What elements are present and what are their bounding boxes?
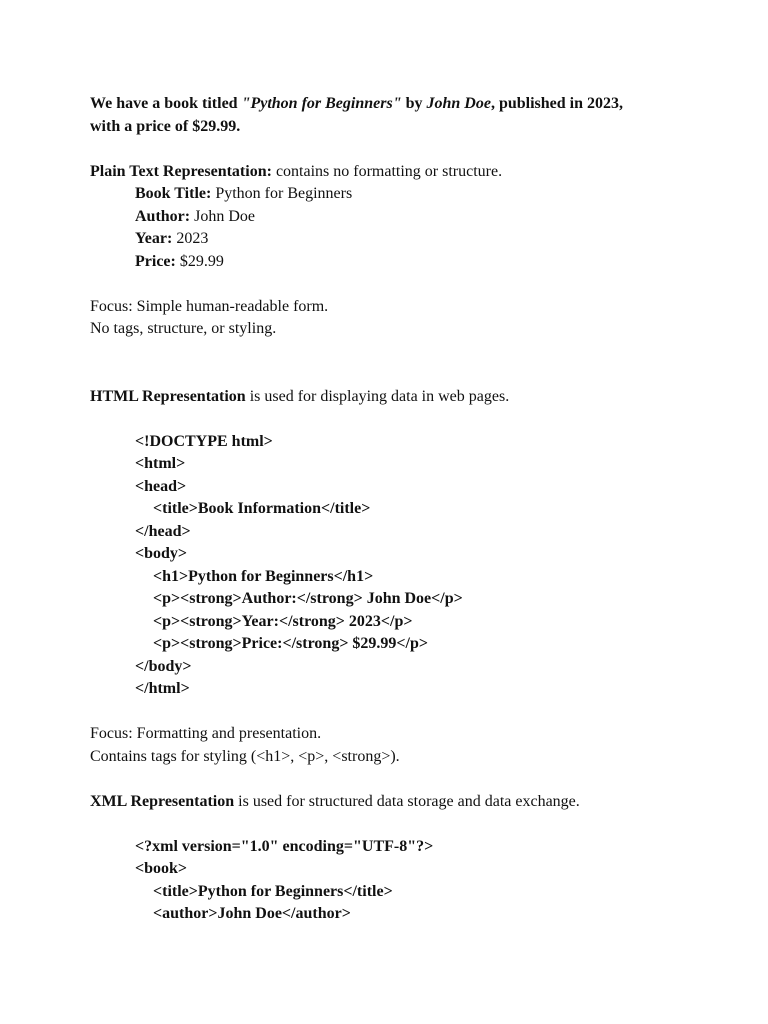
- code-line: </body>: [135, 657, 192, 675]
- code-line: <html>: [135, 455, 186, 472]
- intro-author: John Doe: [426, 95, 491, 112]
- field-key: Author:: [135, 207, 191, 225]
- field-value: John Doe: [190, 207, 255, 225]
- code-line: <head>: [135, 477, 187, 495]
- code-line: <body>: [135, 545, 188, 562]
- intro-line-2: with a price of $29.99.: [90, 117, 241, 135]
- code-line: </html>: [135, 680, 190, 697]
- plain-field: [90, 183, 710, 206]
- code-line: <title>Python for Beginners</title>: [153, 882, 393, 900]
- plain-label: Plain Text Representation:: [90, 162, 272, 180]
- code-line: <p><strong>Price:</strong> $29.99</p>: [153, 635, 429, 652]
- field-value: 2023: [172, 230, 209, 247]
- html-heading: [90, 386, 710, 409]
- code-line: <author>John Doe</author>: [153, 905, 351, 922]
- code-line: <p><strong>Year:</strong> 2023</p>: [153, 612, 413, 630]
- field-value: Python for Beginners: [211, 185, 353, 202]
- plain-field: [90, 206, 710, 229]
- code-line: <!DOCTYPE html>: [135, 432, 273, 450]
- html-note: Contains tags for styling (<h1>, <p>, <strong>).: [90, 747, 400, 765]
- intro-suffix: , published in 2023,: [490, 95, 623, 112]
- code-line: <?xml version="1.0" encoding="UTF-8"?>: [135, 837, 434, 855]
- code-line: <p><strong>Author:</strong> John Doe</p>: [153, 590, 463, 607]
- xml-label: XML Representation: [90, 792, 235, 810]
- plain-note: No tags, structure, or styling.: [90, 320, 277, 337]
- plain-desc: contains no formatting or structure.: [271, 162, 503, 180]
- html-desc: is used for displaying data in web pages.: [245, 387, 510, 405]
- plain-heading: [90, 161, 710, 184]
- intro-book-title: "Python for Beginners": [241, 95, 402, 112]
- field-key: Year:: [135, 230, 173, 247]
- intro-prefix: We have a book titled: [90, 95, 242, 112]
- code-line: <h1>Python for Beginners</h1>: [153, 567, 374, 585]
- xml-heading: [90, 791, 710, 814]
- code-line: <title>Book Information</title>: [153, 500, 371, 517]
- plain-focus: Focus: Simple human-readable form.: [90, 297, 329, 315]
- field-value: $29.99: [175, 252, 224, 270]
- plain-field: [90, 228, 710, 251]
- html-label: HTML Representation: [90, 387, 246, 405]
- code-line: </head>: [135, 522, 191, 540]
- code-line: <book>: [135, 860, 188, 877]
- field-key: Book Title:: [135, 185, 212, 202]
- intro-by: by: [401, 95, 427, 112]
- document-page: [90, 93, 710, 926]
- intro-line-1: [90, 93, 710, 116]
- plain-field: [90, 251, 710, 274]
- xml-desc: is used for structured data storage and data exchange.: [234, 792, 580, 810]
- field-key: Price:: [135, 252, 176, 270]
- html-focus: Focus: Formatting and presentation.: [90, 725, 322, 742]
